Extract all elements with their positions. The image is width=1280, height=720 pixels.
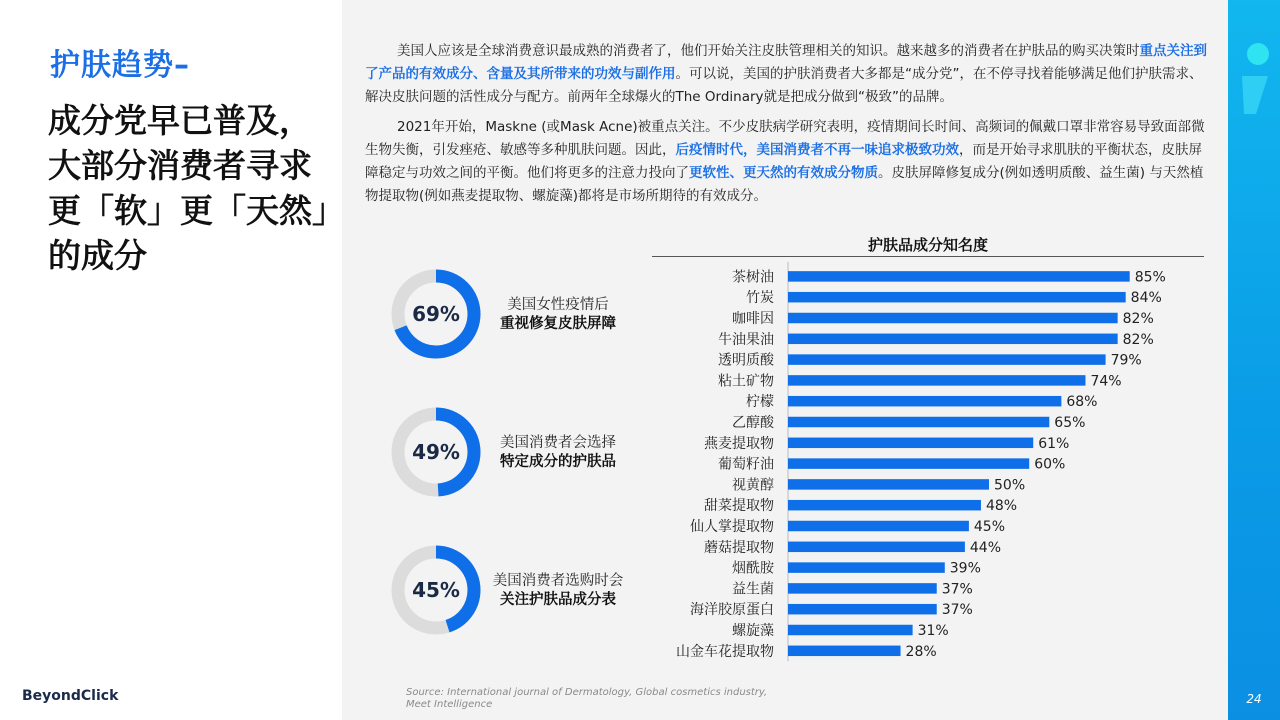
- paragraph-text: 。皮肤屏障修复成分(例如透明质酸、益生菌) 与天然植物提取物(例如燕麦提取物、螺旋藻)都将是市场所期待的有效成分。: [365, 165, 1204, 204]
- bar: [788, 542, 965, 553]
- bar: [788, 479, 989, 490]
- value-label: 84%: [1130, 290, 1162, 307]
- chart-title: 护肤品成分知名度: [867, 236, 988, 254]
- stat-ring-1: [388, 404, 688, 500]
- value-label: 28%: [905, 643, 937, 660]
- paragraph-text: 。可以说，美国的护肤消费者大多都是“成分党”，在不停寻找着能够满足他们护肤需求、解决皮肤问题的活性成分与配方。前两年全球爆火的The Ordinary就是把成分做到“极致”的品牌。: [365, 66, 1203, 105]
- value-label: 82%: [1122, 311, 1154, 327]
- bar: [788, 396, 1061, 407]
- stat-value: 49%: [412, 440, 460, 464]
- bar: [788, 562, 945, 573]
- category-label: 葡萄籽油: [718, 456, 774, 473]
- page-headline: 成分党早已普及，大部分消费者寻求更「软」更「天然」的成分: [48, 101, 329, 275]
- brand-logo: BeyondClick: [22, 688, 119, 704]
- bar: [788, 375, 1085, 386]
- bar: [788, 625, 913, 636]
- page-number: 24: [1246, 692, 1262, 706]
- bar: [788, 521, 969, 532]
- stat-caption: [488, 434, 628, 472]
- info-logo-icon: [1238, 40, 1274, 120]
- category-label: 烟酰胺: [732, 560, 774, 577]
- section-kicker: 护肤趋势–: [50, 48, 190, 83]
- category-label: 粘土矿物: [718, 373, 774, 390]
- bar: [788, 334, 1118, 345]
- paragraph-text: ，而是开始寻求肌肤的平衡状态，皮肤屏障稳定与功效之间的平衡。他们将更多的注意力投向了: [365, 142, 1202, 181]
- bar: [788, 500, 981, 511]
- value-label: 44%: [969, 539, 1002, 556]
- value-label: 61%: [1038, 435, 1070, 452]
- value-label: 48%: [985, 498, 1018, 515]
- value-label: 79%: [1110, 352, 1142, 369]
- value-label: 50%: [994, 477, 1026, 494]
- stat-line2: 重视修复皮肤屏障: [500, 316, 616, 332]
- stat-value: 69%: [412, 302, 460, 326]
- category-label: 甜菜提取物: [704, 498, 774, 515]
- bar: [788, 292, 1126, 303]
- category-label: 燕麦提取物: [704, 435, 774, 452]
- value-label: 74%: [1090, 373, 1122, 390]
- category-label: 竹炭: [746, 290, 774, 307]
- category-label: 海洋胶原蛋白: [690, 602, 774, 619]
- stat-ring-2: [388, 542, 688, 638]
- category-label: 咖啡因: [732, 311, 774, 327]
- category-label: 仙人掌提取物: [690, 519, 774, 535]
- stat-value: 45%: [412, 578, 460, 602]
- paragraph-highlight: 更软性、更天然的有效成分物质: [689, 165, 878, 181]
- chart-title-rule: [652, 256, 1204, 257]
- value-label: 60%: [1034, 456, 1066, 473]
- source-note: [406, 687, 767, 711]
- intro-paragraph: [365, 40, 1207, 109]
- value-label: 82%: [1122, 331, 1154, 348]
- paragraph-highlight: 重点关注到了产品的有效成分、含量及其所带来的功效与副作用: [365, 43, 1207, 82]
- bar: [788, 417, 1049, 428]
- stat-line1: 美国女性疫情后: [507, 297, 609, 313]
- value-label: 45%: [973, 519, 1006, 535]
- bar: [788, 354, 1106, 365]
- value-label: 37%: [941, 602, 973, 619]
- stat-line2: 关注护肤品成分表: [500, 592, 616, 608]
- category-label: 视黄醇: [732, 477, 774, 494]
- source-line: Meet Intelligence: [406, 699, 493, 710]
- category-label: 益生菌: [732, 581, 774, 598]
- category-label: 螺旋藻: [732, 623, 774, 639]
- bar: [788, 646, 901, 657]
- value-label: 68%: [1066, 394, 1098, 411]
- bar: [788, 313, 1118, 324]
- value-label: 65%: [1054, 415, 1086, 431]
- paragraph-text: 美国人应该是全球消费意识最成熟的消费者了，他们开始关注皮肤管理相关的知识。越来越多的消费者在护肤品的购买决策时: [397, 43, 1140, 59]
- category-label: 透明质酸: [718, 352, 774, 369]
- category-label: 牛油果油: [718, 331, 774, 348]
- maskne-paragraph: [365, 116, 1207, 208]
- paragraph-text: 2021年开始，Maskne (或Mask Acne)被重点关注。不少皮肤病学研究表明，疫情期间长时间、高频词的佩戴口罩非常容易导致面部微生物失衡，引发痤疮、敏感等多种肌肤问题。因此，: [365, 119, 1205, 158]
- stat-caption: [488, 296, 628, 334]
- stat-line1: 美国消费者会选择: [500, 435, 616, 451]
- category-label: 柠檬: [746, 394, 774, 411]
- value-label: 85%: [1134, 269, 1166, 286]
- bar: [788, 458, 1029, 469]
- value-label: 39%: [949, 560, 981, 577]
- stat-ring-0: [388, 266, 688, 362]
- value-label: 31%: [917, 623, 949, 639]
- category-label: 乙醇酸: [732, 415, 774, 431]
- bar: [788, 271, 1130, 282]
- bar: [788, 604, 937, 615]
- stat-line1: 美国消费者选购时会: [492, 573, 624, 589]
- stat-caption: [488, 572, 628, 610]
- bar: [788, 438, 1033, 449]
- category-label: 蘑菇提取物: [704, 539, 774, 556]
- value-label: 37%: [941, 581, 973, 598]
- paragraph-highlight: 后疫情时代，美国消费者不再一味追求极致功效: [675, 142, 959, 158]
- stat-line2: 特定成分的护肤品: [500, 454, 616, 470]
- category-label: 山金车花提取物: [676, 643, 774, 660]
- bar: [788, 583, 937, 594]
- source-line: Source: International journal of Dermatology, Global cosmetics industry,: [406, 687, 768, 698]
- category-label: 茶树油: [732, 269, 774, 286]
- bar-chart: [652, 262, 1204, 662]
